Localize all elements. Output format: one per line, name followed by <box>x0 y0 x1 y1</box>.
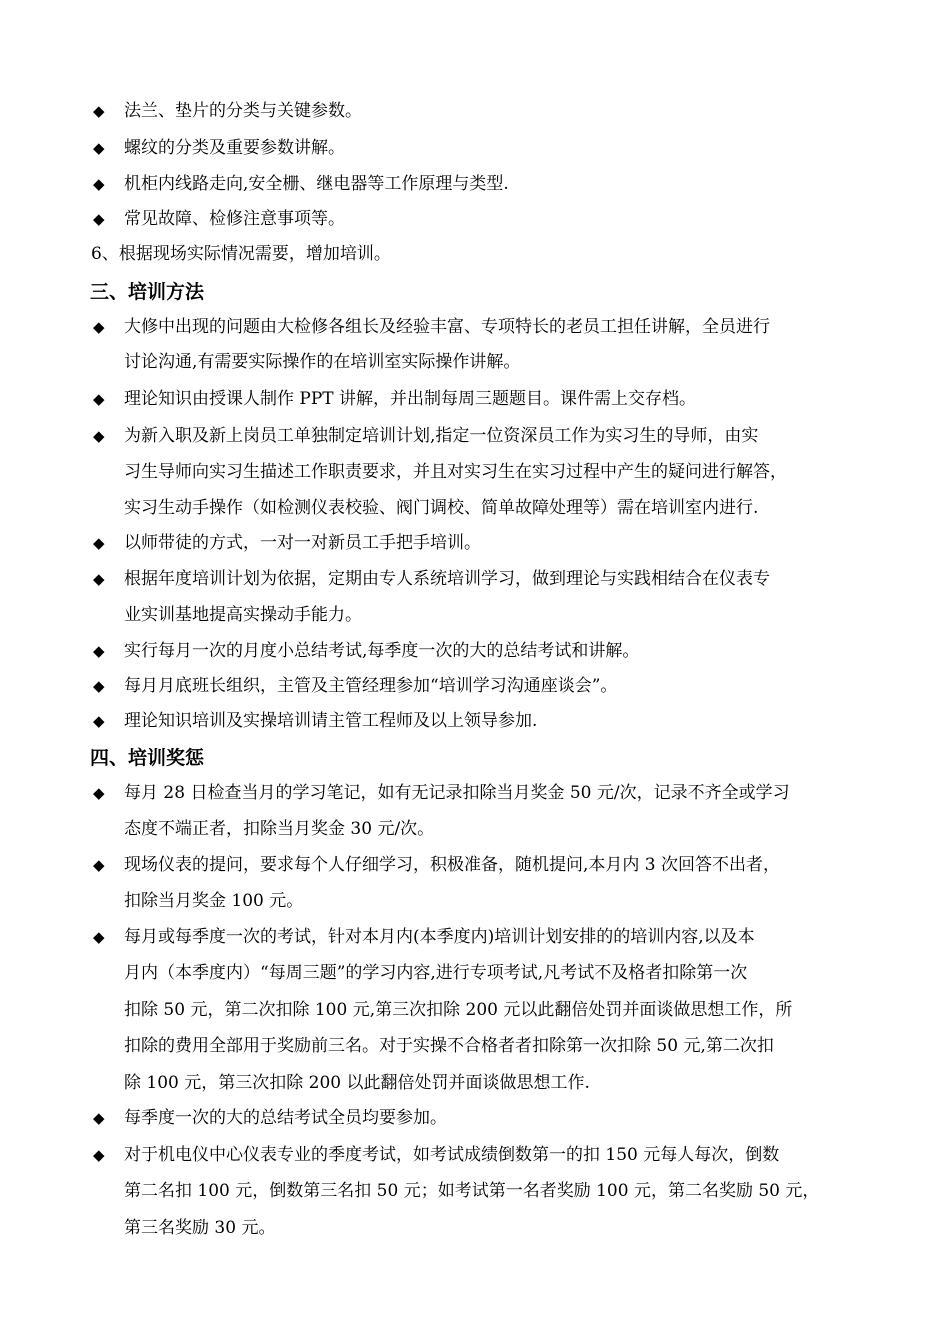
bullet-diamond: ◆ <box>93 210 105 228</box>
bullet-diamond: ◆ <box>93 1146 105 1164</box>
bullet-diamond: ◆ <box>93 534 105 552</box>
list-item-line: 每月或每季度一次的考试，针对本月内(本季度内)培训计划安排的的培训内容,以及本 <box>124 927 755 947</box>
list-item-line: 扣除 50 元，第二次扣除 100 元,第三次扣除 200 元以此翻倍处罚并面谈做思想工作，所 <box>124 1000 793 1020</box>
bullet-diamond: ◆ <box>93 856 105 874</box>
bullet-diamond: ◆ <box>93 427 105 445</box>
section-heading: 四、培训奖惩 <box>90 747 205 769</box>
list-item-line: 扣除的费用全部用于奖励前三名。对于实操不合格者者扣除第一次扣除 50 元,第二次扣 <box>124 1036 774 1056</box>
list-item-line: 业实训基地提高实操动手能力。 <box>124 605 362 625</box>
list-item-line: 每季度一次的大的总结考试全员均要参加。 <box>124 1108 447 1128</box>
numbered-item: 6、根据现场实际情况需要，增加培训。 <box>91 244 391 264</box>
list-item: 常见故障、检修注意事项等。 <box>124 209 345 229</box>
bullet-diamond: ◆ <box>93 784 105 802</box>
list-item-line: 每月 28 日检查当月的学习笔记，如有无记录扣除当月奖金 50 元/次，记录不齐全或学习 <box>124 783 790 803</box>
bullet-diamond: ◆ <box>93 712 105 730</box>
list-item-line: 扣除当月奖金 100 元。 <box>124 891 304 911</box>
section-heading: 三、培训方法 <box>90 281 205 303</box>
bullet-diamond: ◆ <box>93 390 105 408</box>
list-item-line: 实行每月一次的月度小总结考试,每季度一次的大的总结考试和讲解。 <box>124 641 640 661</box>
bullet-diamond: ◆ <box>93 677 105 695</box>
list-item: 法兰、垫片的分类与关键参数。 <box>124 101 362 121</box>
bullet-diamond: ◆ <box>93 318 105 336</box>
list-item-line: 第三名奖励 30 元。 <box>124 1218 276 1238</box>
list-item-line: 理论知识培训及实操培训请主管工程师及以上领导参加. <box>124 711 538 731</box>
bullet-diamond: ◆ <box>93 570 105 588</box>
bullet-diamond: ◆ <box>93 102 105 120</box>
bullet-diamond: ◆ <box>93 1109 105 1127</box>
list-item: 螺纹的分类及重要参数讲解。 <box>124 138 345 158</box>
bullet-diamond: ◆ <box>93 928 105 946</box>
bullet-diamond: ◆ <box>93 175 105 193</box>
bullet-diamond: ◆ <box>93 139 105 157</box>
list-item-line: 以师带徒的方式，一对一对新员工手把手培训。 <box>124 533 481 553</box>
list-item-line: 大修中出现的问题由大检修各组长及经验丰富、专项特长的老员工担任讲解，全员进行 <box>124 317 770 337</box>
list-item-line: 现场仪表的提问，要求每个人仔细学习，积极准备，随机提问,本月内 3 次回答不出者， <box>124 855 781 875</box>
list-item-line: 对于机电仪中心仪表专业的季度考试，如考试成绩倒数第一的扣 150 元每人每次，倒数 <box>124 1145 780 1165</box>
list-item-line: 月内（本季度内）“每周三题”的学习内容,进行专项考试,凡考试不及格者扣除第一次 <box>124 963 748 983</box>
bullet-diamond: ◆ <box>93 642 105 660</box>
list-item-line: 态度不端正者，扣除当月奖金 30 元/次。 <box>124 819 435 839</box>
list-item-line: 为新入职及新上岗员工单独制定培训计划,指定一位资深员工作为实习生的导师，由实 <box>124 426 759 446</box>
list-item-line: 根据年度培训计划为依据，定期由专人系统培训学习，做到理论与实践相结合在仪表专 <box>124 569 770 589</box>
list-item-line: 理论知识由授课人制作 PPT 讲解，并出制每周三题题目。课件需上交存档。 <box>124 389 697 409</box>
list-item-line: 讨论沟通,有需要实际操作的在培训室实际操作讲解。 <box>124 352 521 372</box>
list-item-line: 每月月底班长组织，主管及主管经理参加“培训学习沟通座谈会”。 <box>124 676 618 696</box>
list-item-line: 实习生动手操作（如检测仪表校验、阀门调校、简单故障处理等）需在培训室内进行. <box>124 498 759 518</box>
list-item-line: 除 100 元，第三次扣除 200 以此翻倍处罚并面谈做思想工作. <box>124 1073 590 1093</box>
list-item: 机柜内线路走向,安全栅、继电器等工作原理与类型. <box>124 174 509 194</box>
list-item-line: 习生导师向实习生描述工作职责要求，并且对实习生在实习过程中产生的疑问进行解答， <box>124 462 787 482</box>
list-item-line: 第二名扣 100 元，倒数第三名扣 50 元；如考试第一名者奖励 100 元，第二名奖励 50 元， <box>124 1181 820 1201</box>
